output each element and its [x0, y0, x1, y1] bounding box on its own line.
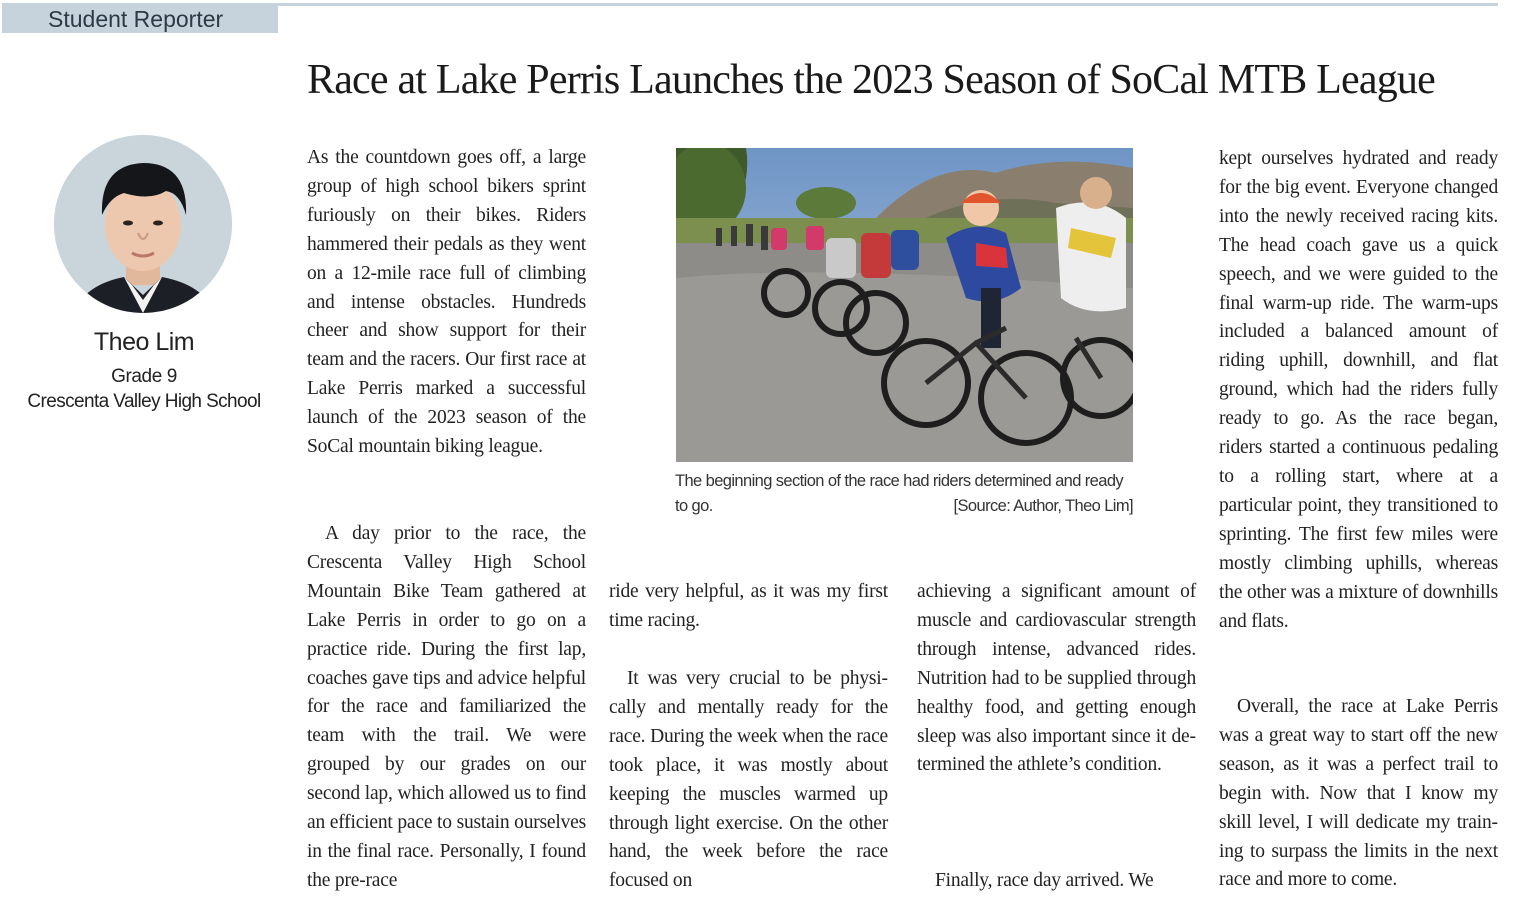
body-paragraph-2-continued: ride very helpful, as it was my first time racing. — [609, 581, 888, 631]
body-paragraph-4-continued: kept ourselves hydrated and ready for the big event. Everyone changed into the newly received racing kits. The head coach gave us a quick speech, and we were guided to the final warm-up ride. The warm-ups included a balanced amount of riding uphill, downhill, and flat ground, which had the riders fully ready to go. As the race began, riders started a continuous pedaling to a rolling start, where at a particular point, they transitioned to sprinting. The first few miles were mostly climbing uphills, whereas the other was a mixture of downhills and flats. — [1219, 148, 1498, 632]
section-tag: Student Reporter — [2, 3, 278, 33]
body-paragraph-4: Finally, race day arrived. We — [935, 870, 1154, 891]
photo-source: [Source: Author, Theo Lim] — [953, 497, 1133, 515]
article-headline: Race at Lake Perris Launches the 2023 Season of SoCal MTB League — [307, 57, 1435, 103]
body-paragraph-2: A day prior to the race, the Crescenta Valley High School Mountain Bike Team gathered at Lake Perris in order to go on a practice ride. During the first lap, coaches gave tips and advice helpful for the race and familiarized the team with the trail. We were grouped by our grades on our second lap, which allowed us to find an efficient pace to sustain ourselves in the final race. Personally, I found the pre-race — [307, 523, 586, 891]
caption-text: The beginning section of the race had riders determined and ready to go. — [675, 472, 1124, 515]
race-photo — [676, 148, 1133, 462]
photo-caption — [675, 469, 1133, 519]
author-name: Theo Lim — [93, 328, 195, 356]
body-paragraph-3: It was very crucial to be physically and mentally ready for the race. During the week when the race took place, it was mostly about keeping the muscles warmed up through light exercise. On the other hand, the week before the race focused on — [609, 668, 888, 892]
author-school: Crescenta Valley High School — [27, 391, 261, 412]
body-paragraph-5: Overall, the race at Lake Perris was a great way to start off the new season, as it was a perfect trail to begin with. Now that I know my skill level, I will dedicate my training to surpass the limits in the next race and more to come. — [1219, 696, 1498, 891]
author-grade: Grade 9 — [111, 366, 177, 387]
author-avatar — [54, 135, 232, 313]
header-rule — [278, 3, 1498, 6]
body-paragraph-3-continued: achieving a significant amount of muscle and cardiovascular strength through intense, advanced rides. Nutrition had to be supplied through healthy food, and getting enough sleep was also important since it determined the athlete’s condition. — [917, 581, 1196, 776]
body-paragraph-1: As the countdown goes off, a large group of high school bikers sprint furiously on their bikes. Riders hammered their pedals as they went on a 12-mile race full of climbing and intense obstacles. Hundreds cheer and show support for their team and the racers. Our first race at Lake Perris marked a successful launch of the 2023 season of the SoCal mountain biking league. — [307, 147, 586, 458]
